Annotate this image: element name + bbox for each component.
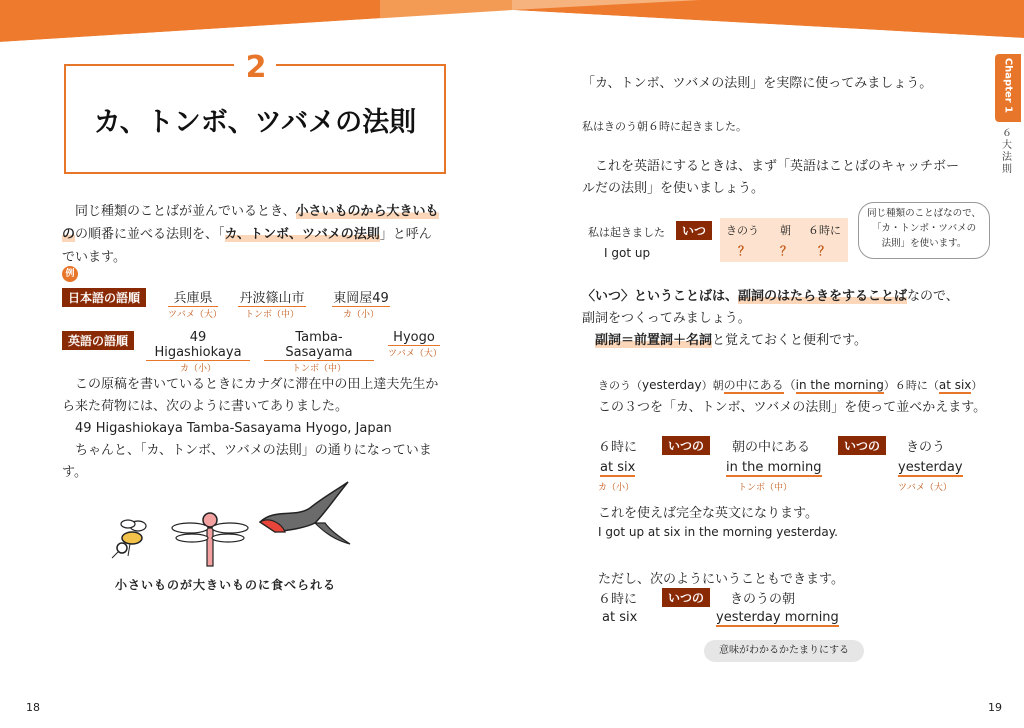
- jp-example-sentence: 私はきのう朝６時に起きました。: [582, 120, 747, 133]
- note-pill: 意味がわかるかたまりにする: [704, 640, 864, 662]
- page-title: カ、トンボ、ツバメの法則: [93, 107, 417, 138]
- table-en-label: I got up: [604, 246, 651, 260]
- itsu-tag: いつ: [676, 221, 712, 240]
- alt-row-jp: ６時に いつの きのうの朝: [598, 588, 978, 608]
- full-english-sentence: I got up at six in the morning yesterday.: [598, 525, 838, 539]
- chapter-number: 2: [245, 50, 267, 85]
- en-item-1: 49 Higashiokaya カ（小）: [146, 330, 250, 374]
- right-para-2: 〈いつ〉ということばは、副詞のはたらきをすることばなので、 副詞をつくってみましょう。 副詞＝前置詞＋名詞と覚えておくと便利です。: [582, 289, 959, 348]
- when-table: きのう 朝 ６時に ？ ？ ？: [720, 218, 848, 262]
- jp-item-2: 丹波篠山市 トンボ（中）: [238, 287, 306, 320]
- en-order-label: 英語の語順: [62, 331, 134, 350]
- illustration-caption: 小さいものが大きいものに食べられる: [115, 578, 337, 592]
- mosquito-icon: [112, 520, 146, 558]
- right-line-7: この３つを「カ、トンボ、ツバメの法則」を使って並べかえます。: [598, 400, 987, 415]
- right-line-1: 「カ、トンボ、ツバメの法則」を実際に使ってみましょう。: [582, 76, 933, 91]
- speech-bubble: 同じ種類のことばなので、 「カ・トンボ・ツバメの 法則」を使います。: [858, 202, 990, 259]
- swallow-icon: [260, 482, 350, 544]
- side-section-label: ６大法則: [1002, 128, 1012, 175]
- example-breakdown: きのう（yesterday）朝の中にある（in the morning）６時に（at six）: [598, 378, 983, 392]
- reorder-row-jp: ６時に いつの 朝の中にある いつの きのう: [598, 436, 978, 456]
- mosquito-dragonfly-swallow-illustration: [110, 478, 360, 573]
- jp-item-1: 兵庫県 ツバメ（大）: [168, 287, 218, 320]
- page-number-right: 19: [988, 701, 1002, 714]
- table-jp-label: 私は起きました: [588, 226, 665, 239]
- example-badge: 例: [62, 266, 78, 282]
- page-number-left: 18: [26, 701, 40, 714]
- jp-order-label: 日本語の語順: [62, 288, 146, 307]
- right-para-1: これを英語にするときは、まず「英語はことばのキャッチボー ルだの法則」を使いましょう。: [582, 159, 960, 196]
- top-banner: [0, 0, 1024, 48]
- right-line-10: ただし、次のようにいうこともできます。: [598, 572, 844, 587]
- right-line-8: これを使えば完全な英文になります。: [598, 506, 818, 521]
- reorder-row-en: at six in the morning yesterday: [600, 460, 963, 475]
- alt-row-en: at six yesterday morning: [602, 610, 839, 625]
- jp-item-3: 東岡屋49 カ（小）: [332, 287, 390, 320]
- intro-paragraph: 同じ種類のことばが並んでいるとき、小さいものから大きいも のの順番に並べる法則を、「カ、トンボ、ツバメの法則」と呼ん でいます。: [62, 204, 439, 265]
- en-item-2: Tamba-Sasayama トンボ（中）: [264, 330, 374, 374]
- chapter-tab: [995, 54, 1021, 122]
- reorder-row-size: カ（小） トンボ（中） ツバメ（大）: [598, 483, 952, 493]
- chapter-tab-label: Chapter 1: [1002, 57, 1014, 114]
- dragonfly-icon: [172, 513, 248, 566]
- body-paragraph: この原稿を書いているときにカナダに滞在中の田上達夫先生か ら来た荷物には、次のように書いてありました。 49 Higashiokaya Tamba-Sasayama Hyogo, Japan ちゃんと、「カ、トンボ、ツバメの法則」の通りになっています。: [62, 377, 439, 480]
- title-box: [64, 50, 446, 174]
- en-item-3: Hyogo ツバメ（大）: [388, 330, 442, 359]
